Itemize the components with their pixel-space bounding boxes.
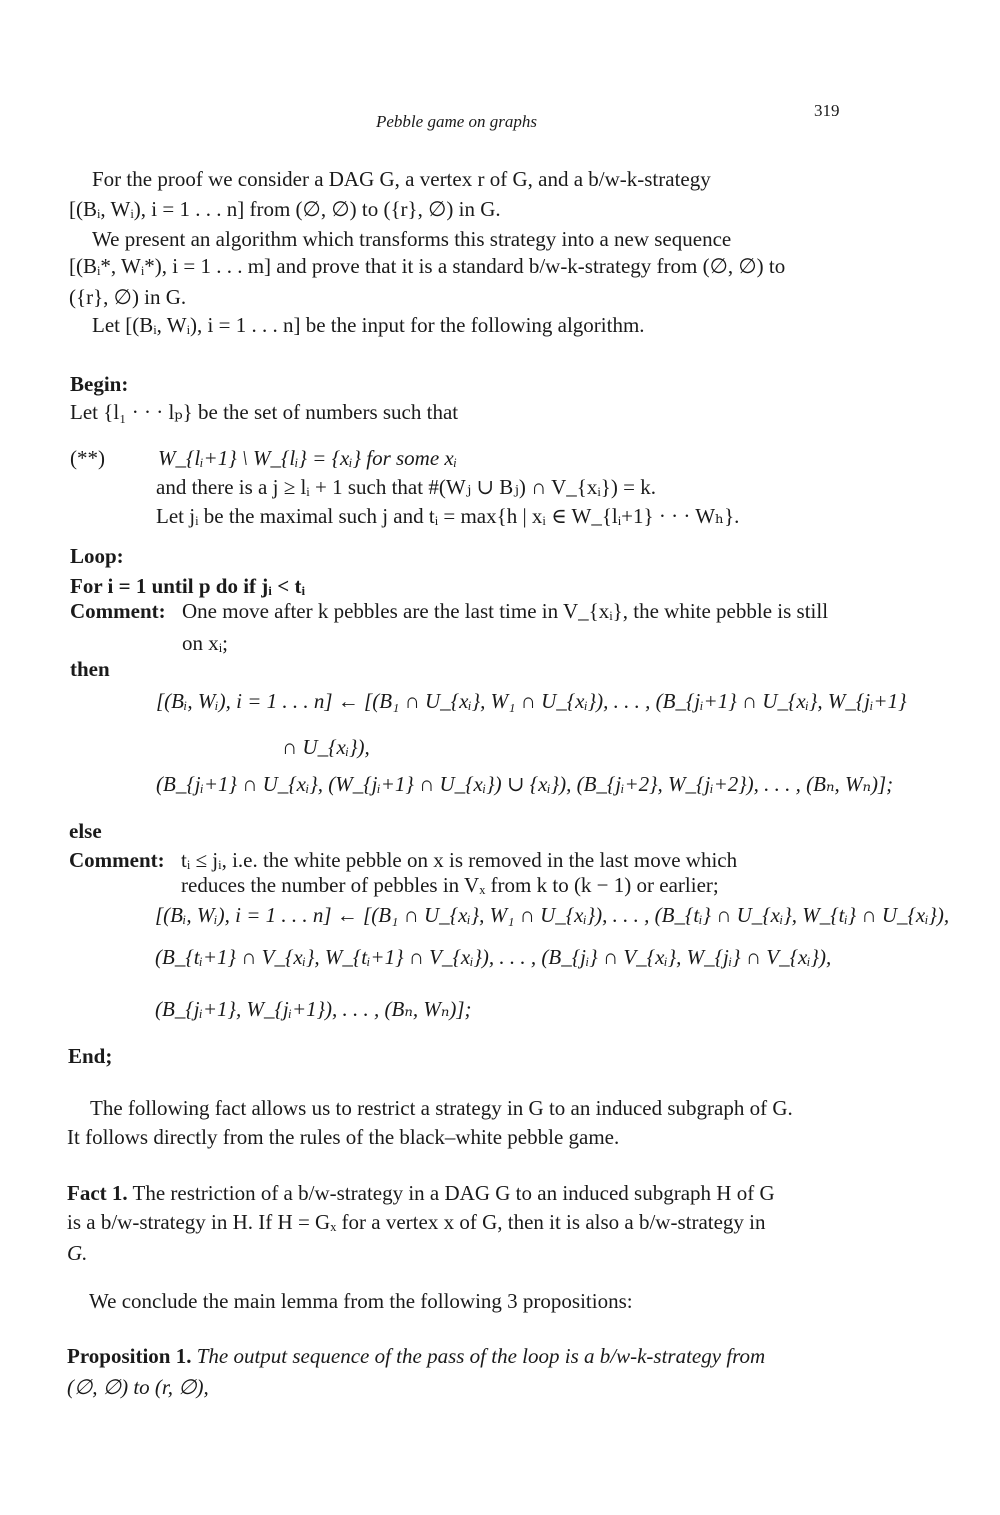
paragraph-1-line-2: It follows directly from the rules of the black–white pebble game. <box>67 1125 620 1149</box>
proposition-line-2: (∅, ∅) to (r, ∅), <box>67 1375 209 1399</box>
else-line-1: [(Bᵢ, Wᵢ), i = 1 . . . n] ← [(B₁ ∩ U_{xᵢ}, W₁ ∩ U_{xᵢ}), . . . , (B_{tᵢ} ∩ U_{xᵢ}, W_{tᵢ} ∩ U_{xᵢ}), <box>155 903 950 927</box>
intro-line-1: For the proof we consider a DAG G, a vertex r of G, and a b/w-k-strategy <box>92 167 711 191</box>
then-line-3: (B_{jᵢ+1} ∩ U_{xᵢ}, (W_{jᵢ+1} ∩ U_{xᵢ}) ∪ {xᵢ}), (B_{jᵢ+2}, W_{jᵢ+2}), . . . , (Bₙ, Wₙ)]; <box>156 772 894 796</box>
comment-label-2: Comment: <box>69 848 165 872</box>
comment-1 <box>70 598 828 624</box>
begin-text: Let {l₁ · · · lₚ} be the set of numbers such that <box>70 400 459 424</box>
for-line: For i = 1 until p do if jᵢ < tᵢ <box>70 574 306 598</box>
fact-line-2: is a b/w-strategy in H. If H = Gₓ for a vertex x of G, then it is also a b/w-strategy in <box>67 1210 766 1234</box>
proposition-1 <box>67 1343 765 1369</box>
comment-1-line-2: on xᵢ; <box>182 631 229 655</box>
else-label: else <box>69 819 102 843</box>
loop-label: Loop: <box>70 544 124 568</box>
intro-line-5: ({r}, ∅) in G. <box>69 285 187 309</box>
fact-label: Fact 1. <box>67 1181 128 1205</box>
fact-line-3: G. <box>67 1241 88 1265</box>
then-line-1: [(Bᵢ, Wᵢ), i = 1 . . . n] ← [(B₁ ∩ U_{xᵢ}, W₁ ∩ U_{xᵢ}), . . . , (B_{jᵢ+1} ∩ U_{xᵢ}, W_{jᵢ+1} <box>156 689 907 713</box>
intro-line-2: [(Bᵢ, Wᵢ), i = 1 . . . n] from (∅, ∅) to ({r}, ∅) in G. <box>69 197 501 221</box>
condition-line-3: Let jᵢ be the maximal such j and tᵢ = max{h | xᵢ ∈ W_{lᵢ+1} · · · Wₕ}. <box>156 504 740 528</box>
page-number: 319 <box>814 101 840 120</box>
running-title: Pebble game on graphs <box>376 112 538 131</box>
then-line-2: ∩ U_{xᵢ}), <box>282 735 370 759</box>
end-label: End; <box>68 1044 113 1068</box>
intro-line-3: We present an algorithm which transforms this strategy into a new sequence <box>92 227 732 251</box>
condition-tag: (**) <box>70 446 105 470</box>
intro-line-4: [(Bᵢ*, Wᵢ*), i = 1 . . . m] and prove that it is a standard b/w-k-strategy from (∅, ∅) to <box>69 254 786 278</box>
comment-2-line-1: tᵢ ≤ jᵢ, i.e. the white pebble on x is removed in the last move which <box>181 848 738 872</box>
else-line-2: (B_{tᵢ+1} ∩ V_{xᵢ}, W_{tᵢ+1} ∩ V_{xᵢ}), . . . , (B_{jᵢ} ∩ V_{xᵢ}, W_{jᵢ} ∩ V_{xᵢ}), <box>155 945 832 969</box>
comment-label: Comment: <box>70 599 166 623</box>
fact-line-1: The restriction of a b/w-strategy in a DAG G to an induced subgraph H of G <box>132 1181 775 1205</box>
intro-line-6: Let [(Bᵢ, Wᵢ), i = 1 . . . n] be the input for the following algorithm. <box>92 313 645 337</box>
paragraph-1-line-1: The following fact allows us to restrict a strategy in G to an induced subgraph of G. <box>90 1096 793 1120</box>
comment-2 <box>69 847 737 873</box>
proposition-label: Proposition 1. <box>67 1344 192 1368</box>
fact-1 <box>67 1180 775 1206</box>
condition-line-2: and there is a j ≥ lᵢ + 1 such that #(Wⱼ ∪ Bⱼ) ∩ V_{xᵢ}) = k. <box>156 475 656 499</box>
condition-line-1: W_{lᵢ+1} \ W_{lᵢ} = {xᵢ} for some xᵢ <box>158 446 458 470</box>
comment-1-line-1: One move after k pebbles are the last time in V_{xᵢ}, the white pebble is still <box>182 599 829 623</box>
proposition-line-1: The output sequence of the pass of the loop is a b/w-k-strategy from <box>196 1344 766 1368</box>
else-line-3: (B_{jᵢ+1}, W_{jᵢ+1}), . . . , (Bₙ, Wₙ)]; <box>155 997 472 1021</box>
then-label: then <box>70 657 110 681</box>
paragraph-2: We conclude the main lemma from the following 3 propositions: <box>89 1289 633 1313</box>
begin-label: Begin: <box>70 372 129 396</box>
comment-2-line-2: reduces the number of pebbles in Vₓ from k to (k − 1) or earlier; <box>181 873 719 897</box>
